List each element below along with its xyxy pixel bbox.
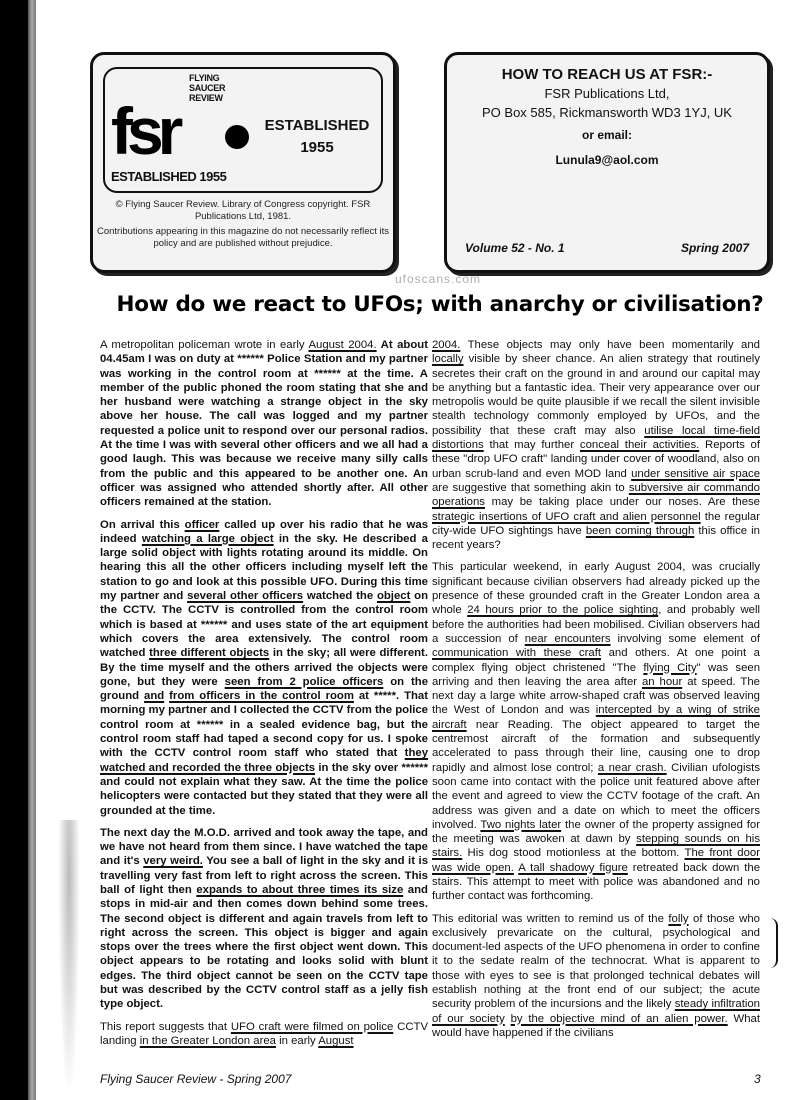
volume-number: Volume 52 - No. 1 bbox=[465, 241, 565, 255]
underlined-text: by the objective mind of an alien power. bbox=[510, 1012, 728, 1025]
paragraph bbox=[432, 912, 760, 1041]
underlined-text: The front door was wide open. bbox=[432, 847, 760, 874]
fsr-logo-small-text bbox=[189, 73, 225, 103]
text-run: in the sky. He described a large solid object with lights rotating around its middle. On hearing this all the other officers including myself left the station to go and look at this possible UFO. During this time my partner and bbox=[100, 532, 428, 603]
text-run: The next day the M.O.D. arrived and took away the tape, and we have not heard from them since. I have watched the tape and it's bbox=[100, 826, 428, 868]
issue-season: Spring 2007 bbox=[680, 241, 749, 255]
fsr-logo-dot bbox=[225, 125, 249, 149]
underlined-text: several other officers bbox=[187, 590, 304, 603]
fsr-wordmark: fsr bbox=[111, 94, 178, 168]
underlined-text: seen from 2 police officers bbox=[224, 675, 384, 688]
email-address[interactable]: Lunula9@aol.com bbox=[555, 153, 659, 167]
text-run: near Reading. The object appeared to target the centremost aircraft of the formation and subsequently accelerated to pass through their line, causing one to drop rapidly and almost lose control; bbox=[432, 718, 760, 774]
underlined-text: 24 hours prior to the police sighting bbox=[467, 604, 659, 617]
underlined-text: and bbox=[144, 690, 165, 703]
text-run: called up over his radio that he was indeed bbox=[100, 518, 429, 545]
text-run: watched the bbox=[303, 590, 377, 603]
logo-small-line: FLYING bbox=[189, 73, 220, 83]
underlined-text: a near crash. bbox=[597, 761, 667, 774]
underlined-text: flying City bbox=[643, 661, 697, 674]
text-run: This editorial was written to remind us of the bbox=[432, 912, 669, 925]
paragraph bbox=[100, 826, 428, 1012]
scan-speckle bbox=[58, 820, 80, 1100]
text-run: " was seen arriving and then leaving the area after bbox=[432, 661, 761, 688]
contact-details bbox=[447, 65, 767, 170]
underlined-text: from officers in the control room bbox=[169, 690, 354, 703]
logo-small-line: SAUCER bbox=[189, 83, 226, 93]
underlined-text: officer bbox=[184, 518, 220, 531]
text-run: Reports of these "drop UFO craft" landing under cover of woodland, also on urban scrub-land and even MOD land bbox=[432, 439, 760, 480]
article-column-left bbox=[100, 338, 428, 1056]
text-run: CCTV landing bbox=[100, 1020, 429, 1047]
established-label: ESTABLISHED bbox=[264, 117, 370, 134]
paragraph bbox=[432, 338, 760, 552]
logo-small-line: REVIEW bbox=[189, 93, 223, 103]
underlined-text: communication with these craft bbox=[432, 647, 601, 660]
underlined-text: locally bbox=[432, 353, 464, 366]
text-run: the owner of the property assigned for the meeting was awoken at dawn by bbox=[432, 818, 761, 846]
underlined-text: utilise local time-field distortions bbox=[432, 424, 761, 452]
underlined-text: strategic insertions of UFO craft and alien personnel bbox=[432, 510, 701, 523]
underlined-text: subversive air commando operations bbox=[432, 481, 760, 509]
text-run: at *****. That morning my partner and I collected the CCTV from the police control room at ****** in a sealed evidence bag, but the control room staff had taped a second copy for us. I spoke with the CCTV control room staff who stated that bbox=[100, 690, 429, 760]
underlined-text: an hour bbox=[641, 675, 683, 688]
underlined-text: intercepted by a wing of strike aircraft bbox=[432, 704, 760, 731]
text-run: in the sky over ****** and could not explain what they saw. At the time the police helicopters were contacted but they stated that they were all grounded at the time. bbox=[100, 761, 428, 817]
underlined-text: steady infiltration of our society bbox=[432, 998, 760, 1025]
paragraph bbox=[100, 1020, 428, 1049]
page-number: 3 bbox=[754, 1072, 761, 1086]
underlined-text: expands to about three times its size bbox=[196, 883, 404, 896]
underlined-text: they watched and recorded the three objects bbox=[100, 747, 428, 774]
text-run: What would have happened if the civilians bbox=[432, 1012, 760, 1039]
text-run: You see a ball of light in the sky and it is travelling very fast from left to right across the screen. This ball of light then bbox=[100, 855, 429, 896]
underlined-text: under sensitive air space bbox=[631, 467, 760, 480]
text-run: Civilian ufologists soon came into contact with the police unit featured above after the event and agreed to view the CCTV footage of the craft. An address was given and a date on which to meet the officers involved. bbox=[432, 761, 760, 831]
scan-binding-shadow bbox=[0, 0, 30, 1100]
underlined-text: conceal their activities. bbox=[579, 439, 700, 452]
text-run: that may further bbox=[483, 439, 580, 452]
underlined-text: object bbox=[376, 590, 411, 603]
text-run: at speed. The next day a large white arrow-shaped craft was observed leaving the West of London and was bbox=[432, 675, 760, 717]
postal-address: PO Box 585, Rickmansworth WD3 1YJ, UK bbox=[482, 105, 732, 120]
underlined-text: A tall shadowy figure bbox=[518, 861, 628, 874]
paragraph bbox=[100, 338, 428, 510]
scan-page-edge bbox=[28, 0, 36, 1100]
handwritten-bracket-mark bbox=[770, 918, 778, 968]
text-run: the regular city-wide UFO sightings have bbox=[432, 510, 760, 537]
article-column-right bbox=[432, 338, 760, 1048]
text-run: These objects may only have been momentarily and bbox=[460, 339, 760, 351]
underlined-text: been coming through bbox=[585, 524, 695, 537]
paragraph bbox=[100, 518, 428, 818]
company-name: FSR Publications Ltd, bbox=[544, 86, 670, 101]
text-run: and stops in mid-air and then comes down behind some trees. The second object is different and again travels from left to right across the screen. This object is bigger and again stops over the trees where the first object went down. This object appears to be rotating and looks solid with blunt edges. The third object cannot be seen on the CCTV tape but was described by the CCTV control staff as a jelly fish type object. bbox=[100, 883, 428, 1011]
text-run: visible by sheer chance. An alien strategy that routinely secretes their craft on the ground in and around our capital may be anything but a fantastic idea. Their very appearance over our metropolis would be quite plausible if we recall the silent invisible stealth technology commonly employed by UFOs, and the possibility that these craft may also bbox=[432, 353, 760, 437]
text-run: A metropolitan policeman wrote in early bbox=[100, 339, 309, 351]
text-run: this office in recent years? bbox=[432, 524, 760, 552]
footer-publication: Flying Saucer Review - Spring 2007 bbox=[100, 1072, 292, 1086]
article-title: How do we react to UFOs; with anarchy or civilisation? bbox=[116, 292, 764, 317]
underlined-text: three different objects bbox=[149, 647, 270, 660]
copyright-notice bbox=[93, 199, 393, 253]
text-run: in the sky; all were different. By the time myself and the others arrived the objects were gone, but they were bbox=[100, 647, 428, 688]
scan-watermark: ufoscans.com bbox=[395, 272, 482, 286]
text-run: His dog stood motionless at the bottom. bbox=[462, 847, 685, 860]
underlined-text: 2004. bbox=[432, 339, 461, 351]
text-run: are suggestive that something akin to bbox=[432, 481, 629, 494]
text-run: on the ground bbox=[100, 675, 428, 703]
underlined-text: August 2004. bbox=[308, 339, 377, 351]
contact-heading: HOW TO REACH US AT FSR:- bbox=[501, 66, 713, 83]
text-run: This particular weekend, in early August 2004, was crucially significant because civilian observers had already picked up the presence of these grounded craft in the Greater London area a whole bbox=[432, 561, 760, 617]
underlined-text: stepping sounds on his stairs. bbox=[432, 833, 760, 860]
underlined-text: August bbox=[318, 1034, 354, 1047]
text-run: On arrival this bbox=[100, 518, 185, 531]
text-run: of those who exclusively prevaricate on the cultural, psychological and document-led aspects of the UFO phenomena in order to confine it to the sedate realm of the technocrat. What is apparent to those with eyes to see is that prolonged technical debates will establish nothing at the front end of our subject; the acute security problem of the incursions and the likely bbox=[432, 912, 760, 1011]
underlined-text: near encounters bbox=[524, 632, 611, 645]
bold-text: At about 04.45am I was on duty at ****** Police Station and my partner was working in the control room at ****** at the time. A member of the public phoned the room stating that she and her husband were watching a strange object in the sky above her house. The call was logged and my partner requested a police unit to respond over our personal radios. At the time I was with several other officers and we all had a good laugh. This was because we receive many silly calls from the public and this appeared to be another one. An officer was assigned who attended shortly after. All other officers remained at the station. bbox=[100, 339, 428, 509]
text-run: , and probably well before the authorities had been mobilised. Civilian observers had a succession of bbox=[432, 604, 760, 645]
email-label: or email: bbox=[581, 128, 632, 142]
text-run: This report suggests that bbox=[100, 1020, 231, 1033]
established-year: 1955 bbox=[300, 139, 334, 156]
underlined-text: UFO craft were filmed on police bbox=[230, 1020, 394, 1033]
logo-established-caption: ESTABLISHED 1955 bbox=[111, 169, 227, 184]
text-run: involving some element of bbox=[610, 632, 760, 645]
established-block bbox=[255, 115, 379, 159]
underlined-text: watching a large object bbox=[141, 532, 274, 545]
paragraph bbox=[432, 560, 760, 903]
text-run: may be taking place under our noses. Are these bbox=[484, 496, 760, 509]
underlined-text: in the Greater London area bbox=[139, 1034, 276, 1047]
text-run: in early bbox=[275, 1034, 319, 1047]
underlined-text: Two nights later bbox=[480, 818, 562, 831]
underlined-text: very weird. bbox=[143, 855, 203, 868]
contact-box bbox=[444, 52, 770, 273]
disclaimer-text: Contributions appearing in this magazine do not necessarily reflect its policy and are published without prejudice. bbox=[96, 226, 390, 249]
fsr-logo bbox=[103, 67, 383, 193]
text-run: on the CCTV. The CCTV is controlled from the control room which is based at ****** and uses state of the art equipment which covers the area extensively. The control room watched bbox=[100, 590, 429, 660]
masthead-logo-box bbox=[90, 52, 396, 273]
text-run: and others. At one point a complex flying object christened "The bbox=[432, 647, 760, 674]
copyright-text: © Flying Saucer Review. Library of Congress copyright. FSR Publications Ltd, 1981. bbox=[115, 199, 371, 222]
underlined-text: folly bbox=[668, 912, 689, 925]
text-run: retreated back down the stairs. This attempt to meet with police was abandoned and no further contact was forthcoming. bbox=[432, 861, 761, 903]
